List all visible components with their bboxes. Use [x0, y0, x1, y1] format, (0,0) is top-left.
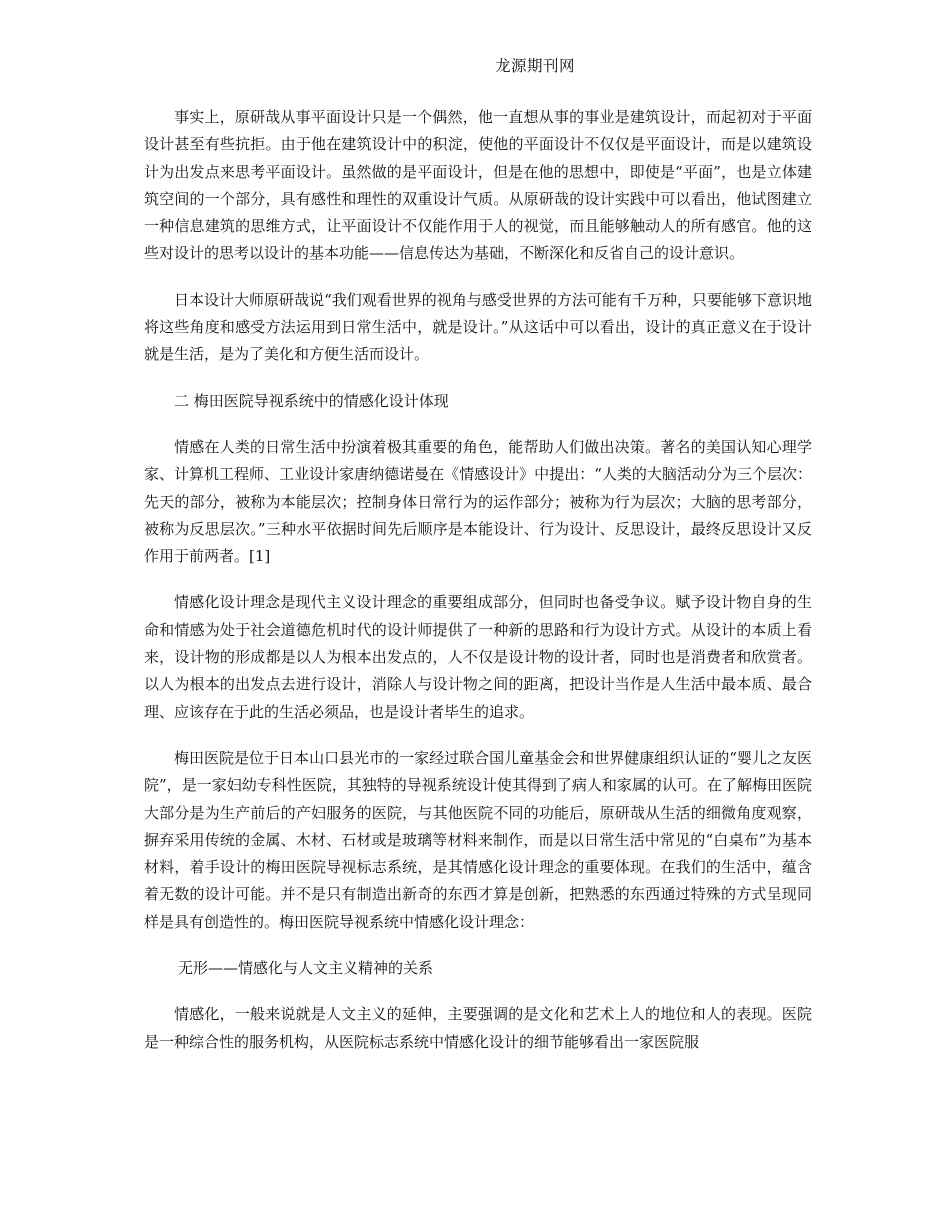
article-body	[144, 104, 812, 1075]
paragraph: 梅田医院是位于日本山口县光市的一家经过联合国儿童基金会和世界健康组织认证的“婴儿之友医院”，是一家妇幼专科性医院，其独特的导视系统设计使其得到了病人和家属的认可。在了解梅田医院大部分是为生产前后的产妇服务的医院，与其他医院不同的功能后，原研哉从生活的细微角度观察，摒弃采用传统的金属、木材、石材或是玻璃等材料来制作，而是以日常生活中常见的“白桌布”为基本材料，着手设计的梅田医院导视标志系统，是其情感化设计理念的重要体现。在我们的生活中，蕴含着无数的设计可能。并不是只有制造出新奇的东西才算是创新，把熟悉的东西通过特殊的方式呈现同样是具有创造性的。梅田医院导视系统中情感化设计理念：	[144, 748, 812, 931]
page-header	[0, 54, 950, 76]
site-name: 龙源期刊网	[494, 57, 575, 75]
paragraph: 情感在人类的日常生活中扮演着极其重要的角色，能帮助人们做出决策。著名的美国认知心理学家、计算机工程师、工业设计家唐纳德诺曼在《情感设计》中提出：“人类的大脑活动分为三个层次：先天的部分，被称为本能层次；控制身体日常行为的运作部分；被称为行为层次；大脑的思考部分，被称为反思层次。”三种水平依据时间先后顺序是本能设计、行为设计、反思设计，最终反思设计又反作用于前两者。[1]	[144, 437, 812, 566]
paragraph: 事实上，原研哉从事平面设计只是一个偶然，他一直想从事的事业是建筑设计，而起初对于平面设计甚至有些抗拒。由于他在建筑设计中的积淀，使他的平面设计不仅仅是平面设计，而是以建筑设计为出发点来思考平面设计。虽然做的是平面设计，但是在他的思想中，即使是“平面”，也是立体建筑空间的一个部分，具有感性和理性的双重设计气质。从原研哉的设计实践中可以看出，他试图建立一种信息建筑的思维方式，让平面设计不仅能作用于人的视觉，而且能够触动人的所有感官。他的这些对设计的思考以设计的基本功能——信息传达为基础，不断深化和反省自己的设计意识。	[144, 108, 812, 263]
paragraph: 情感化，一般来说就是人文主义的延伸，主要强调的是文化和艺术上人的地位和人的表现。医院是一种综合性的服务机构，从医院标志系统中情感化设计的细节能够看出一家医院服	[144, 1005, 812, 1051]
section-heading: 二 梅田医院导视系统中的情感化设计体现	[174, 391, 449, 410]
subsection-heading: 无形——情感化与人文主义精神的关系	[178, 959, 434, 978]
paragraph: 情感化设计理念是现代主义设计理念的重要组成部分，但同时也备受争议。赋予设计物自身的生命和情感为处于社会道德危机时代的设计师提供了一种新的思路和行为设计方式。从设计的本质上看来，设计物的形成都是以人为根本出发点的，人不仅是设计物的设计者，同时也是消费者和欣赏者。以人为根本的出发点去进行设计，消除人与设计物之间的距离，把设计当作是人生活中最本质、最合理、应该存在于此的生活必须品，也是设计者毕生的追求。	[144, 593, 812, 721]
paragraph: 日本设计大师原研哉说“我们观看世界的视角与感受世界的方法可能有千万种，只要能够下意识地将这些角度和感受方法运用到日常生活中，就是设计。”从这话中可以看出，设计的真正意义在于设计就是生活，是为了美化和方便生活而设计。	[144, 290, 812, 364]
